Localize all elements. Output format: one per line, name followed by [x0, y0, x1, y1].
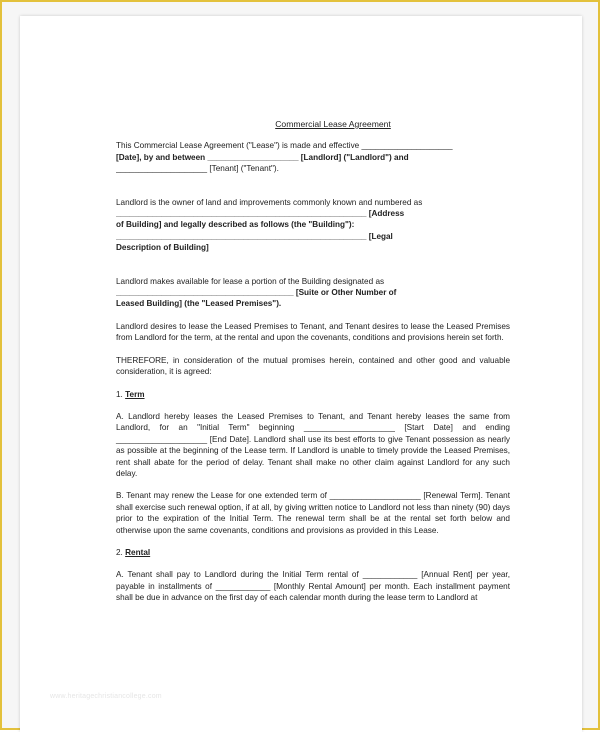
intro-paragraph — [116, 140, 510, 174]
section-2-heading — [116, 547, 510, 558]
available-line-1: Landlord makes available for lease a portion of the Building designated as — [116, 276, 385, 286]
intro-line-3: ____________________ [Tenant] ("Tenant"). — [116, 164, 279, 174]
rental-a-paragraph: A. Tenant shall pay to Landlord during the Initial Term rental of ____________ [Annual Rent] per year, payable in installments of ____________ [Monthly Rental Amount] per month. Each installment payment shall be due in advance on the first day of each calendar month during the lease term to Landlord at — [116, 570, 510, 603]
owner-line-5: Description of Building] — [116, 243, 209, 253]
intro-line-1: This Commercial Lease Agreement ("Lease") is made and effective ____________________ — [116, 141, 453, 151]
section-1-heading — [116, 389, 510, 400]
owner-paragraph — [116, 197, 510, 254]
section-2-number: 2. — [116, 547, 123, 557]
desires-paragraph: Landlord desires to lease the Leased Premises to Tenant, and Tenant desires to lease the Leased Premises from Landlord for the term, at the rental and upon the covenants, conditions and provisions herein set forth. — [116, 321, 510, 343]
document-body — [116, 119, 510, 615]
owner-line-2: _______________________________________________________ [Address — [116, 209, 405, 219]
document-title: Commercial Lease Agreement — [275, 119, 391, 129]
available-line-3: Leased Building] (the "Leased Premises"). — [116, 299, 282, 309]
document-page — [20, 16, 582, 732]
available-paragraph — [116, 276, 510, 310]
watermark-text: www.heritagechristiancollege.com — [50, 693, 162, 700]
owner-line-1: Landlord is the owner of land and improvements commonly known and numbered as — [116, 197, 423, 207]
intro-line-2: [Date], by and between ____________________ [Landlord] ("Landlord") and — [116, 152, 409, 162]
available-line-2: _______________________________________ [Suite or Other Number of — [116, 288, 397, 298]
owner-line-3: of Building] and legally described as follows (the "Building"): — [116, 220, 355, 230]
section-2-title: Rental — [125, 547, 151, 557]
section-1-number: 1. — [116, 389, 123, 399]
owner-line-4: _______________________________________________________ [Legal — [116, 231, 393, 241]
term-b-paragraph: B. Tenant may renew the Lease for one extended term of ____________________ [Renewal Term]. Tenant shall exercise such renewal option, if at all, by giving written notice to Landlord not less than ninety (90) days prior to the expiration of the Initial Term. The renewal term shall be at the rental set forth below and otherwise upon the same covenants, conditions and provisions as provided in this Lease. — [116, 491, 510, 535]
term-a-paragraph: A. Landlord hereby leases the Leased Premises to Tenant, and Tenant hereby leases the same from Landlord, for an "Initial Term" beginning ____________________ [Start Date] and ending ____________________ [End Date]. Landlord shall use its best efforts to give Tenant possession as nearly as possible at the beginning of the Lease term. If Landlord is unable to timely provide the Leased Premises, rent shall abate for the period of delay. Tenant shall make no other claim against Landlord for any such delay. — [116, 411, 510, 478]
section-1-title: Term — [125, 389, 145, 399]
therefore-paragraph: THEREFORE, in consideration of the mutual promises herein, contained and other good and valuable consideration, it is agreed: — [116, 355, 510, 377]
